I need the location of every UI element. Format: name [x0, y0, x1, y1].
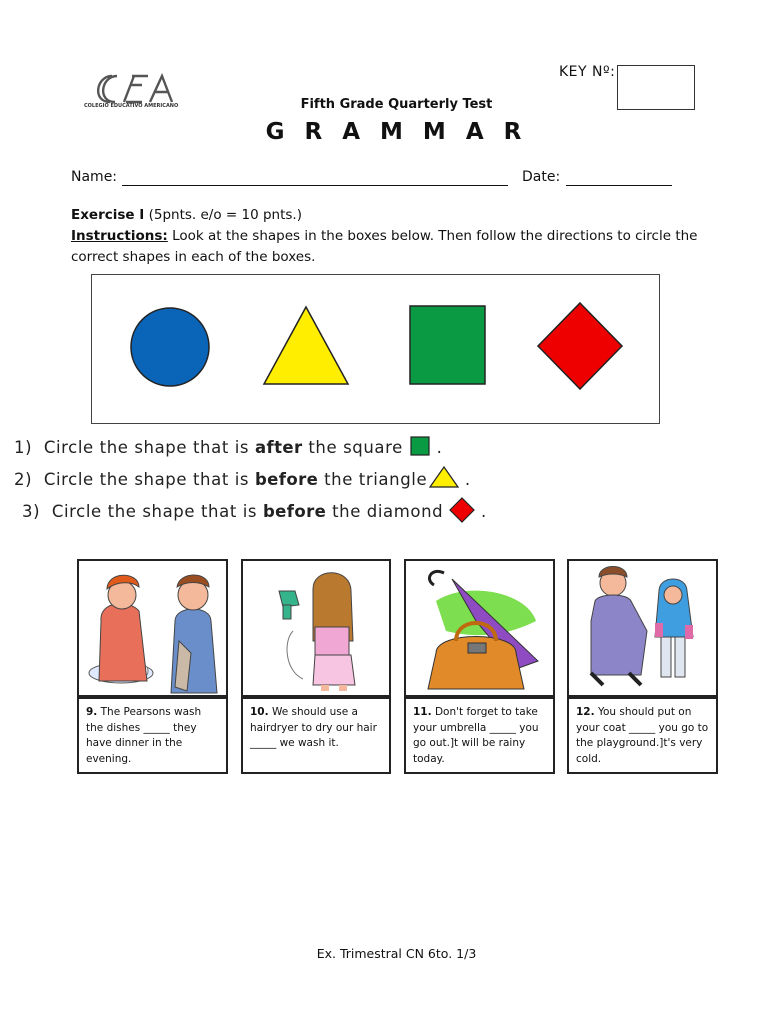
triangle-shape — [264, 307, 348, 384]
card-9-text: 9. The Pearsons wash the dishes _____ they have dinner in the evening. — [77, 697, 228, 774]
diamond-icon — [449, 497, 475, 523]
card-11-image — [404, 559, 555, 697]
name-label: Name: — [71, 169, 118, 185]
card-11-text: 11. Don't forget to take your umbrella _____ you go out.]t will be rainy today. — [404, 697, 555, 774]
card-9-image — [77, 559, 228, 697]
card-12-image — [567, 559, 718, 697]
question-3: 3) Circle the shape that is before the diamond . — [22, 497, 487, 523]
hairdryer-picture — [243, 561, 389, 695]
page-footer: Ex. Trimestral CN 6to. 1/3 — [316, 946, 477, 961]
dishwashing-picture — [79, 561, 226, 695]
logo-subtext: COLEGIO EDUCATIVO AMERICANO — [84, 103, 179, 109]
instructions-text: Look at the shapes in the boxes below. Then follow the directions to circle the correct shapes in each of the boxes. — [71, 228, 698, 265]
coat-picture — [569, 561, 716, 695]
exercise-heading — [71, 207, 302, 223]
key-number-label: KEY Nº: — [559, 64, 616, 80]
exercise-name: Exercise I — [71, 207, 145, 223]
exercise-points: (5pnts. e/o = 10 pnts.) — [144, 207, 302, 223]
umbrella-picture — [406, 561, 553, 695]
date-label: Date: — [522, 169, 561, 185]
card-10-image — [241, 559, 391, 697]
instructions-label: Instructions: — [71, 228, 168, 244]
test-title: G R A M M A R — [265, 119, 528, 145]
shapes-box — [91, 274, 660, 424]
question-2: 2) Circle the shape that is before the triangle . — [14, 466, 471, 489]
triangle-icon — [429, 466, 459, 488]
square-icon — [409, 436, 431, 456]
card-10-text: 10. We should use a hairdryer to dry our hair _____ we wash it. — [241, 697, 391, 774]
name-field[interactable] — [122, 185, 508, 186]
test-subtitle: Fifth Grade Quarterly Test — [300, 97, 493, 112]
circle-shape — [131, 308, 209, 386]
square-shape — [410, 306, 485, 384]
diamond-shape — [538, 303, 622, 389]
instructions — [71, 226, 711, 268]
card-12-text: 12. You should put on your coat _____ you go to the playground.]t's very cold. — [567, 697, 718, 774]
date-field[interactable] — [566, 185, 672, 186]
question-1: 1) Circle the shape that is after the square . — [14, 438, 443, 457]
